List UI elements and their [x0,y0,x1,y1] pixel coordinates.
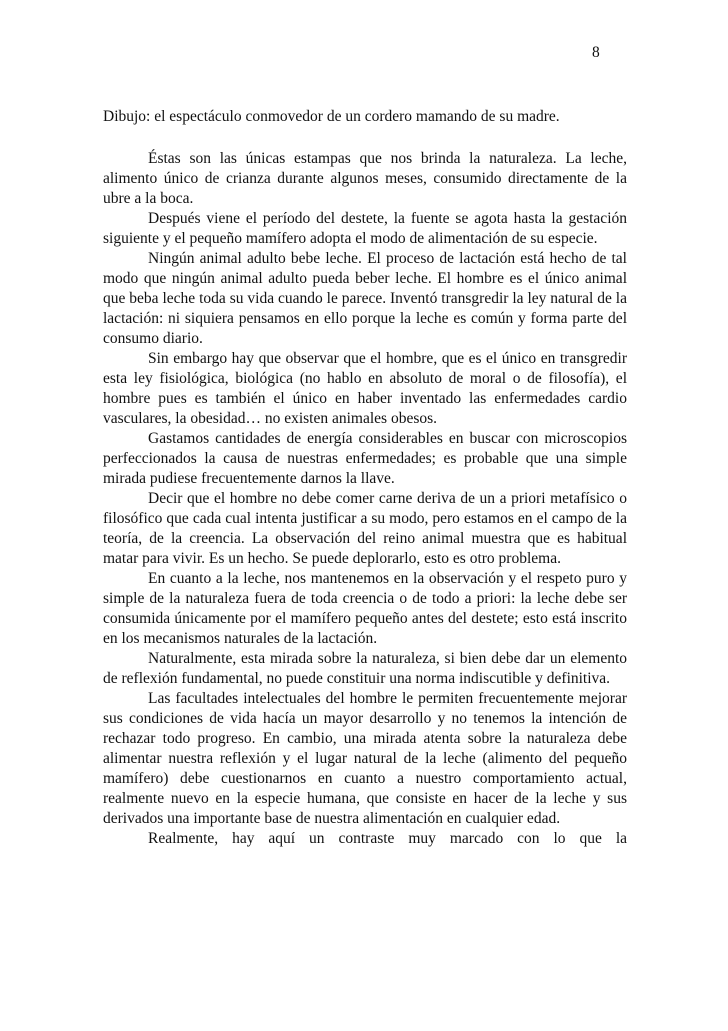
paragraph: Éstas son las únicas estampas que nos brinda la naturaleza. La leche, alimento único de crianza durante algunos meses, consumido directamente de la ubre a la boca. [103,150,627,207]
figure-caption: Dibujo: el espectáculo conmovedor de un cordero mamando de su madre. [103,108,560,125]
page-number: 8 [592,44,600,61]
paragraph: Sin embargo hay que observar que el hombre, que es el único en transgredir esta ley fisiológica, biológica (no hablo en absoluto de moral o de filosofía), el hombre pues es también el único en haber inventado las enfermedades cardio vasculares, la obesidad… no existen animales obesos. [103,350,627,427]
paragraph: Las facultades intelectuales del hombre le permiten frecuentemente mejorar sus condiciones de vida hacía un mayor desarrollo y no tenemos la intención de rechazar todo progreso. En cambio, una mirada atenta sobre la naturaleza debe alimentar nuestra reflexión y el lugar natural de la leche (alimento del pequeño mamífero) debe cuestionarnos en cuanto a nuestro comportamiento actual, realmente nuevo en la especie humana, que consiste en hacer de la leche y sus derivados una importante base de nuestra alimentación en cualquier edad. [103,690,627,827]
paragraph: Ningún animal adulto bebe leche. El proceso de lactación está hecho de tal modo que ningún animal adulto pueda beber leche. El hombre es el único animal que beba leche toda su vida cuando le parece. Inventó transgredir la ley natural de la lactación: ni siquiera pensamos en ello porque la leche es común y forma parte del consumo diario. [103,250,627,347]
paragraph: Naturalmente, esta mirada sobre la naturaleza, si bien debe dar un elemento de reflexión fundamental, no puede constituir una norma indiscutible y definitiva. [103,650,627,687]
paragraph: Decir que el hombre no debe comer carne deriva de un a priori metafísico o filosófico que cada cual intenta justificar a su modo, pero estamos en el campo de la teoría, de la creencia. La observación del reino animal muestra que es habitual matar para vivir. Es un hecho. Se puede deplorarlo, esto es otro problema. [103,490,627,567]
paragraph: Gastamos cantidades de energía considerables en buscar con microscopios perfeccionados la causa de nuestras enfermedades; es probable que una simple mirada pudiese frecuentemente darnos la llave. [103,430,627,487]
paragraph: Después viene el período del destete, la fuente se agota hasta la gestación siguiente y el pequeño mamífero adopta el modo de alimentación de su especie. [103,210,627,247]
paragraph: En cuanto a la leche, nos mantenemos en la observación y el respeto puro y simple de la naturaleza fuera de toda creencia o de todo a priori: la leche debe ser consumida únicamente por el mamífero pequeño antes del destete; esto está inscrito en los mecanismos naturales de la lactación. [103,570,627,647]
body-text [103,149,627,849]
paragraph: Realmente, hay aquí un contraste muy marcado con lo que la [148,830,627,847]
